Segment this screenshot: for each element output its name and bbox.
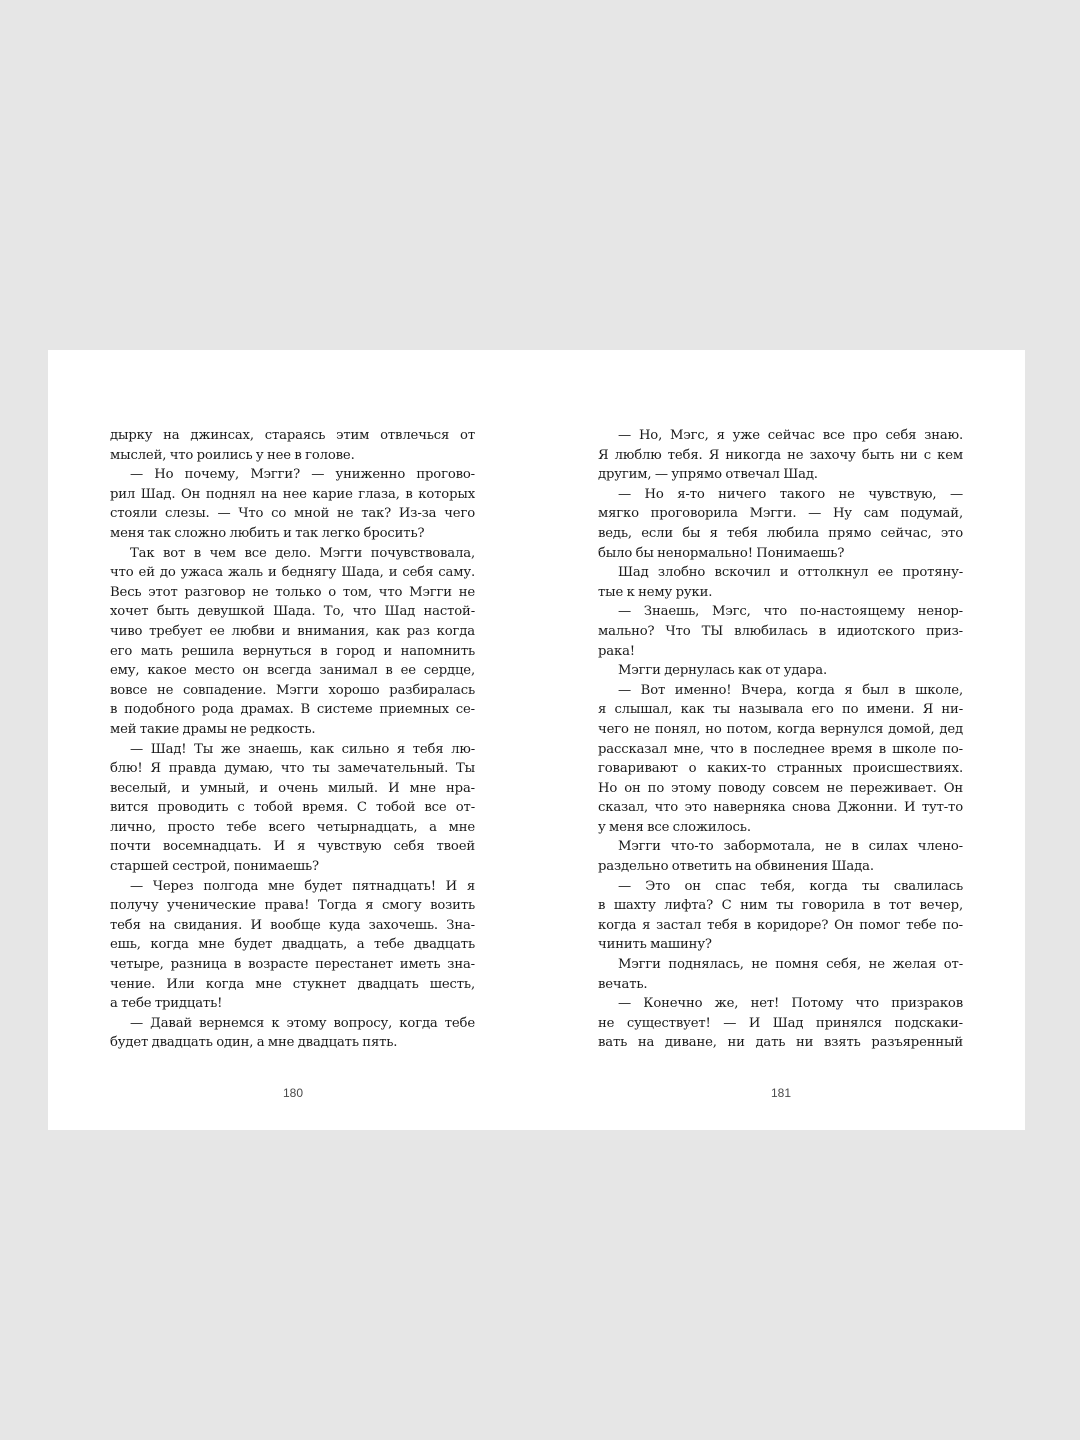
text-line: — Это он спас тебя, когда ты свалилась bbox=[618, 878, 963, 894]
text-line: Я люблю тебя. Я никогда не захочу быть ни с кем bbox=[598, 447, 963, 463]
text-line: чего не понял, но потом, когда вернулся домой, дед bbox=[598, 721, 963, 737]
text-line: что ей до ужаса жаль и беднягу Шада, и себя саму. bbox=[110, 565, 475, 581]
text-line: старшей сестрой, понимаешь? bbox=[110, 859, 319, 875]
left-page-text bbox=[110, 426, 475, 1053]
text-line: чиво требует ее любви и внимания, как раз когда bbox=[110, 623, 475, 639]
text-line: — Конечно же, нет! Потому что призраков bbox=[618, 996, 963, 1012]
text-line: тебя на свидания. И вообще куда захочешь. Зна- bbox=[110, 917, 475, 933]
text-line: Но он по этому поводу совсем не переживает. Он bbox=[598, 780, 963, 796]
text-line: было бы ненормально! Понимаешь? bbox=[598, 545, 845, 561]
text-line: лично, просто тебе всего четырнадцать, а мне bbox=[110, 819, 475, 835]
text-line: чение. Или когда мне стукнет двадцать шесть, bbox=[110, 976, 475, 992]
text-line: не существует! — И Шад принялся подскаки- bbox=[598, 1015, 963, 1031]
text-line: ведь, если бы я тебя любила прямо сейчас, это bbox=[598, 525, 963, 541]
text-line: — Но я-то ничего такого не чувствую, — bbox=[618, 486, 963, 502]
text-line: Шад злобно вскочил и оттолкнул ее протяну- bbox=[618, 565, 963, 581]
text-line: — Знаешь, Мэгс, что по-настоящему ненор- bbox=[618, 604, 963, 620]
text-line: — Давай вернемся к этому вопросу, когда тебе bbox=[130, 1015, 475, 1031]
text-line: — Через полгода мне будет пятнадцать! И я bbox=[130, 878, 475, 894]
text-line: — Вот именно! Вчера, когда я был в школе, bbox=[618, 682, 963, 698]
text-line: веселый, и умный, и очень милый. И мне нра- bbox=[110, 780, 475, 796]
text-line: его мать решила вернуться в город и напомнить bbox=[110, 643, 475, 659]
text-line: сказал, что это наверняка снова Джонни. И тут-то bbox=[598, 800, 963, 816]
text-line: мей такие драмы не редкость. bbox=[110, 721, 316, 737]
text-line: хочет быть девушкой Шада. То, что Шад настой- bbox=[110, 604, 475, 620]
text-line: — Но почему, Мэгги? — униженно прогово- bbox=[130, 467, 475, 483]
text-line: другим, — упрямо отвечал Шад. bbox=[598, 467, 818, 483]
text-line: — Шад! Ты же знаешь, как сильно я тебя лю- bbox=[130, 741, 475, 757]
text-line: рака! bbox=[598, 643, 635, 659]
text-line: почти восемнадцать. И я чувствую себя твоей bbox=[110, 839, 475, 855]
text-line: Мэгги дернулась как от удара. bbox=[618, 663, 828, 679]
text-line: вится проводить с тобой время. С тобой все от- bbox=[110, 800, 475, 816]
text-line: Мэгги что-то забормотала, не в силах члено- bbox=[618, 839, 963, 855]
text-line: мально? Что ТЫ влюбилась в идиотского приз- bbox=[598, 623, 963, 639]
text-line: рассказал мне, что в последнее время в школе по- bbox=[598, 741, 963, 757]
text-line: я слышал, как ты называла его по имени. Я ни- bbox=[598, 702, 963, 718]
text-line: стояли слезы. — Что со мной не так? Из-за чего bbox=[110, 506, 475, 522]
text-line: мыслей, что роились у нее в голове. bbox=[110, 447, 355, 463]
text-line: получу ученические права! Тогда я смогу возить bbox=[110, 898, 475, 914]
text-line: вать на диване, ни дать ни взять разъяренный bbox=[598, 1035, 963, 1051]
text-line: Так вот в чем все дело. Мэгги почувствовала, bbox=[130, 545, 475, 561]
text-line: у меня все сложилось. bbox=[598, 819, 751, 835]
text-line: говаривают о каких-то странных происшествиях. bbox=[598, 761, 963, 777]
page-number-left: 180 bbox=[282, 1086, 304, 1100]
text-line: меня так сложно любить и так легко бросить? bbox=[110, 525, 425, 541]
right-page-text bbox=[598, 426, 963, 1053]
page-number-right: 181 bbox=[770, 1086, 792, 1100]
right-page bbox=[598, 426, 963, 1053]
text-line: вечать. bbox=[598, 976, 648, 992]
text-line: четыре, разница в возрасте перестанет иметь зна- bbox=[110, 957, 475, 973]
text-line: когда я застал тебя в коридоре? Он помог тебе по- bbox=[598, 917, 963, 933]
text-line: в шахту лифта? С ним ты говорила в тот вечер, bbox=[598, 898, 963, 914]
text-line: а тебе тридцать! bbox=[110, 996, 223, 1012]
text-line: блю! Я правда думаю, что ты замечательный. Ты bbox=[110, 761, 475, 777]
text-line: раздельно ответить на обвинения Шада. bbox=[598, 859, 874, 875]
text-line: Мэгги поднялась, не помня себя, не желая от- bbox=[618, 957, 963, 973]
left-page bbox=[110, 426, 475, 1053]
text-line: ему, какое место он всегда занимал в ее сердце, bbox=[110, 663, 475, 679]
text-line: Весь этот разговор не только о том, что Мэгги не bbox=[110, 584, 475, 600]
text-line: чинить машину? bbox=[598, 937, 712, 953]
text-line: в подобного рода драмах. В системе приемных се- bbox=[110, 702, 475, 718]
text-line: ешь, когда мне будет двадцать, а тебе двадцать bbox=[110, 937, 475, 953]
text-line: будет двадцать один, а мне двадцать пять. bbox=[110, 1035, 398, 1051]
text-line: тые к нему руки. bbox=[598, 584, 713, 600]
book-spread bbox=[48, 350, 1025, 1130]
text-line: — Но, Мэгс, я уже сейчас все про себя знаю. bbox=[618, 428, 963, 443]
text-line: мягко проговорила Мэгги. — Ну сам подумай, bbox=[598, 506, 963, 522]
text-line: дырку на джинсах, стараясь этим отвлечься от bbox=[110, 428, 475, 443]
text-line: рил Шад. Он поднял на нее карие глаза, в которых bbox=[110, 486, 475, 502]
text-line: вовсе не совпадение. Мэгги хорошо разбиралась bbox=[110, 682, 475, 698]
